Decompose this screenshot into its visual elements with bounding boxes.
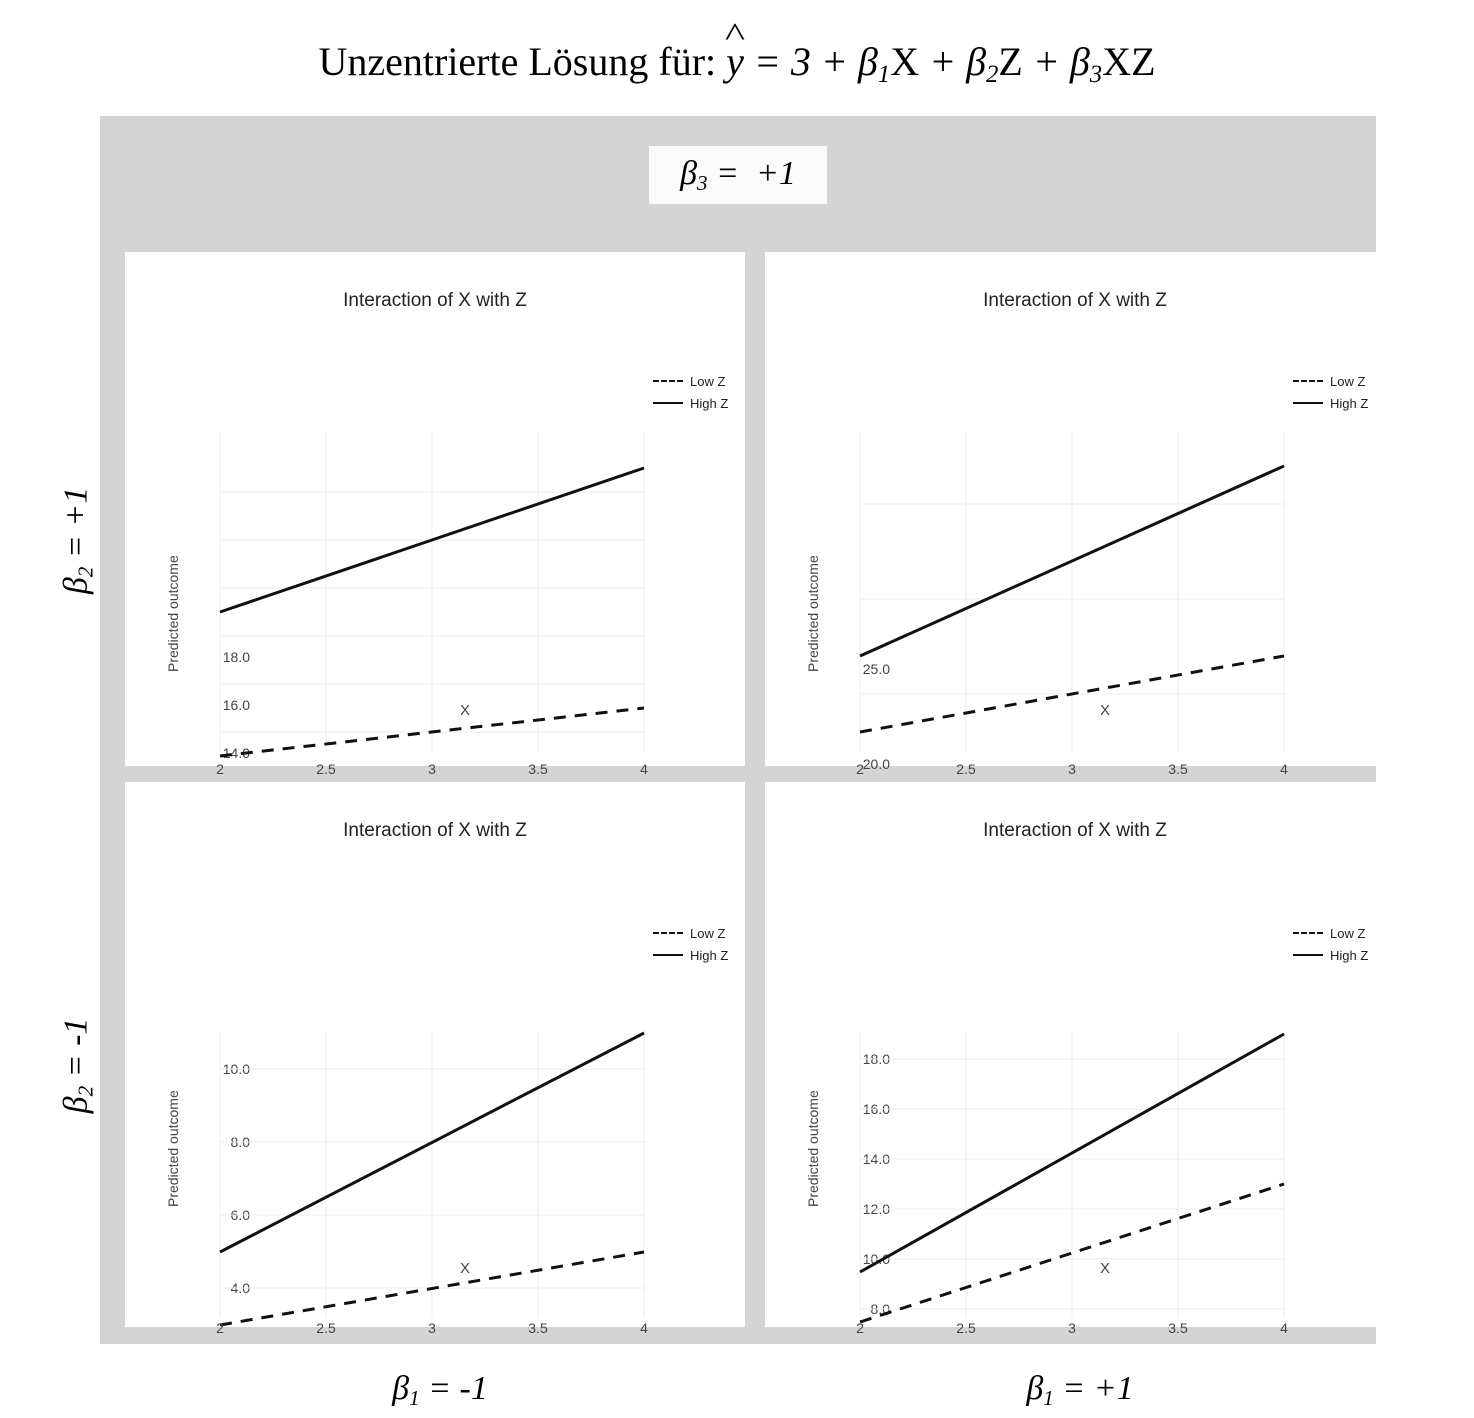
chart-legend xyxy=(653,922,728,966)
legend-item-low-z xyxy=(1293,922,1368,944)
x-tick: 2 xyxy=(216,761,224,777)
y-tick: 12.0 xyxy=(862,1201,890,1217)
beta3-badge xyxy=(649,146,827,204)
x-tick: 3.5 xyxy=(1168,1320,1188,1336)
legend-item-high-z xyxy=(1293,944,1368,966)
chart-cell-bottom-left xyxy=(125,782,745,1336)
x-tick: 2 xyxy=(216,1320,224,1336)
legend-item-high-z xyxy=(653,392,728,414)
y-tick: 4.0 xyxy=(230,1280,250,1296)
dashed-line-icon xyxy=(1293,380,1323,382)
y-tick: 8.0 xyxy=(870,1301,890,1317)
y-tick: 18.0 xyxy=(222,649,250,665)
legend-item-high-z xyxy=(1293,392,1368,414)
x-tick: 2 xyxy=(856,761,864,777)
chart-title: Interaction of X with Z xyxy=(343,290,527,311)
y-axis-label: Predicted outcome xyxy=(805,1090,821,1207)
x-tick: 2.5 xyxy=(316,1320,336,1336)
x-tick: 3 xyxy=(428,1320,436,1336)
x-tick: 2.5 xyxy=(316,761,336,777)
solid-line-icon xyxy=(653,954,683,956)
chart-plot-top-right xyxy=(765,252,1385,766)
chart-cell-top-left xyxy=(125,252,745,777)
x-axis-label: X xyxy=(459,702,470,719)
legend-item-low-z xyxy=(1293,370,1368,392)
chart-legend xyxy=(653,370,728,414)
chart-cell-bottom-right xyxy=(765,782,1385,1336)
y-tick: 8.0 xyxy=(230,1134,250,1150)
y-tick: 16.0 xyxy=(862,1101,890,1117)
chart-title: Interaction of X with Z xyxy=(983,820,1167,841)
chart-plot-bottom-right xyxy=(765,782,1385,1327)
chart-legend xyxy=(1293,922,1368,966)
legend-label: Low Z xyxy=(690,373,726,389)
legend-item-low-z xyxy=(653,922,728,944)
y-tick: 16.0 xyxy=(222,697,250,713)
chart-plot-top-left xyxy=(125,252,745,766)
chart-cell-top-right xyxy=(765,252,1385,777)
x-tick: 3.5 xyxy=(528,1320,548,1336)
legend-label: High Z xyxy=(690,947,729,963)
y-tick: 10.0 xyxy=(862,1251,890,1267)
x-tick: 3 xyxy=(1068,1320,1076,1336)
col-label-beta1-minus: $\beta_1 = -1$ xyxy=(392,1370,488,1410)
legend-label: Low Z xyxy=(690,925,726,941)
x-axis-label: X xyxy=(459,1260,470,1277)
x-tick: 2.5 xyxy=(956,761,976,777)
y-tick: 25.0 xyxy=(862,661,890,677)
dashed-line-icon xyxy=(1293,932,1323,934)
chart-title: Interaction of X with Z xyxy=(343,820,527,841)
x-tick: 4 xyxy=(1280,1320,1288,1336)
page-title-equation: y ^ = $3 + \beta_1X + \beta_2Z + \beta_3XZ$ xyxy=(726,39,1155,84)
x-tick: 4 xyxy=(640,1320,648,1336)
solid-line-icon xyxy=(1293,402,1323,404)
chart-legend xyxy=(1293,370,1368,414)
y-tick: 10.0 xyxy=(222,1061,250,1077)
legend-label: High Z xyxy=(690,395,729,411)
dashed-line-icon xyxy=(653,932,683,934)
legend-label: Low Z xyxy=(1330,373,1366,389)
x-axis-label: X xyxy=(1099,702,1110,719)
y-tick: 20.0 xyxy=(862,756,890,772)
legend-label: High Z xyxy=(1330,395,1369,411)
figure-grid-panel xyxy=(100,116,1376,1344)
x-tick: 2 xyxy=(856,1320,864,1336)
x-tick: 4 xyxy=(640,761,648,777)
y-axis-label: Predicted outcome xyxy=(165,1090,181,1207)
x-tick: 3.5 xyxy=(528,761,548,777)
legend-label: Low Z xyxy=(1330,925,1366,941)
solid-line-icon xyxy=(1293,954,1323,956)
legend-item-low-z xyxy=(653,370,728,392)
legend-item-high-z xyxy=(653,944,728,966)
row-label-beta2-plus: $\beta_2 = +1$ xyxy=(57,486,98,595)
x-tick: 3 xyxy=(1068,761,1076,777)
x-tick: 3.5 xyxy=(1168,761,1188,777)
x-tick: 2.5 xyxy=(956,1320,976,1336)
beta3-label: $\beta_3 = +1$ xyxy=(680,154,796,195)
legend-label: High Z xyxy=(1330,947,1369,963)
page-title-prefix: Unzentrierte Lösung für: xyxy=(318,39,727,84)
col-label-beta1-plus: $\beta_1 = +1$ xyxy=(1026,1370,1134,1410)
x-tick: 4 xyxy=(1280,761,1288,777)
y-tick: 14.0 xyxy=(222,745,250,761)
row-label-beta2-minus: $\beta_2 = -1$ xyxy=(57,1017,98,1114)
y-axis-label: Predicted outcome xyxy=(165,555,181,672)
x-axis-label: X xyxy=(1099,1260,1110,1277)
chart-title: Interaction of X with Z xyxy=(983,290,1167,311)
page-title xyxy=(0,38,1474,89)
y-axis-label: Predicted outcome xyxy=(805,555,821,672)
y-tick: 18.0 xyxy=(862,1051,890,1067)
x-tick: 3 xyxy=(428,761,436,777)
chart-plot-bottom-left xyxy=(125,782,745,1327)
dashed-line-icon xyxy=(653,380,683,382)
y-tick: 6.0 xyxy=(230,1207,250,1223)
solid-line-icon xyxy=(653,402,683,404)
y-tick: 14.0 xyxy=(862,1151,890,1167)
